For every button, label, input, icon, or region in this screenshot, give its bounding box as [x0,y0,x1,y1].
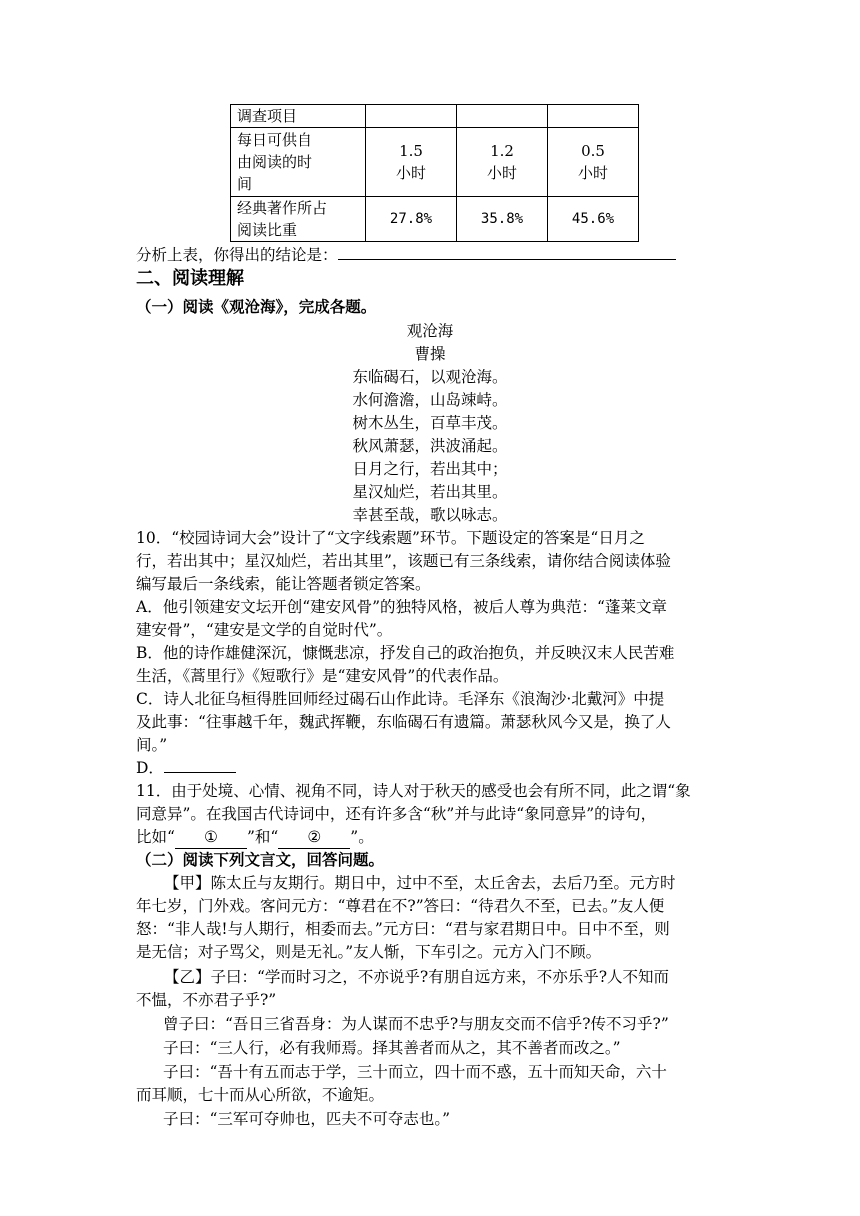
analysis-question [136,244,676,266]
survey-table [230,104,639,242]
option-c: C．诗人北征乌桓得胜回师经过碣石山作此诗。毛泽东《浪淘沙·北戴河》中提 [136,690,665,708]
q11-prefix: 比如“ [136,828,175,846]
passage-line: 不愠，不亦君子乎?” [136,991,277,1009]
poem-line: 树木丛生，百草丰茂。 [352,414,508,432]
row-label-reading-time: 每日可供自 由阅读的时 间 [231,128,366,197]
poem-title: 观沧海 [406,322,454,340]
passage-line: 【甲】陈太丘与友期行。期日中，过中不至，太丘舍去，去后乃至。元方时 [164,874,676,892]
passage-line: 子曰：“三人行，必有我师焉。择其善者而从之，其不善者而改之。” [163,1039,621,1057]
option-b: 生活，《蒿里行》《短歌行》是“建安风骨”的代表作品。 [136,667,509,685]
question-text: 行，若出其中；星汉灿烂，若出其里”，该题已有三条线索，请你结合阅读体验 [136,552,671,570]
poem-line: 幸甚至哉，歌以咏志。 [352,506,508,524]
poem-line: 秋风萧瑟，洪波涌起。 [352,437,508,455]
answer-blank-2[interactable]: ② [278,826,350,849]
table-cell: 27.8% [366,197,457,242]
question-text [136,826,374,849]
q11-end: ”。 [350,828,374,846]
part-heading: （一）阅读《观沧海》，完成各题。 [136,297,377,316]
table-header-cell [548,105,639,128]
analysis-prompt: 分析上表，你得出的结论是： [136,246,338,264]
poem-author: 曹操 [414,345,446,363]
table-cell: 1.5 小时 [366,128,457,197]
passage-line: 而耳顺，七十而从心所欲，不逾矩。 [136,1086,385,1104]
passage-line: 年七岁，门外戏。客问元方：“尊君在不?”答曰：“待君久不至，已去。”友人便 [136,897,665,915]
option-c: 及此事：“往事越千年，魏武挥鞭，东临碣石有遗篇。萧瑟秋风今又是，换了人 [136,713,671,731]
option-b: B．他的诗作雄健深沉，慷慨悲凉，抒发自己的政治抱负，并反映汉末人民苦难 [136,644,675,662]
passage-line: 【乙】子曰：“学而时习之，不亦说乎?有朋自远方来，不亦乐乎?人不知而 [164,968,670,986]
passage-line: 是无信；对子骂父，则是无礼。”友人惭，下车引之。元方入门不顾。 [136,943,602,961]
option-d-label: D． [136,759,164,777]
answer-blank[interactable] [338,245,676,260]
option-c: 间。” [136,736,168,754]
table-cell: 45.6% [548,197,639,242]
table-cell: 35.8% [457,197,548,242]
table-header-cell: 调查项目 [231,105,366,128]
poem-line: 日月之行，若出其中； [352,460,508,478]
question-text: 11．由于处境、心情、视角不同，诗人对于秋天的感受也会有所不同，此之谓“象 [136,782,691,800]
passage-line: 子曰：“吾十有五而志于学，三十而立，四十而不惑，五十而知天命，六十 [163,1063,667,1081]
table-header-cell [366,105,457,128]
poem-line: 水何澹澹，山岛竦峙。 [352,391,508,409]
question-text: 编写最后一条线索，能让答题者锁定答案。 [136,575,431,593]
q11-mid: ”和“ [246,828,279,846]
table-row [231,105,639,128]
passage-line: 曾子曰：“吾日三省吾身：为人谋而不忠乎?与朋友交而不信乎?传不习乎?” [163,1015,669,1033]
table-header-cell [457,105,548,128]
passage-line: 子曰：“三军可夺帅也，匹夫不可夺志也。” [163,1110,451,1128]
table-cell: 1.2 小时 [457,128,548,197]
option-d [136,757,236,779]
row-label-classic-ratio: 经典著作所占 阅读比重 [231,197,366,242]
question-text: 10．“校园诗词大会”设计了“文字线索题”环节。下题设定的答案是“日月之 [136,529,645,547]
answer-blank-1[interactable]: ① [175,826,247,849]
question-text: 同意异”。在我国古代诗词中，还有许多含“秋”并与此诗“象同意异”的诗句， [136,805,657,823]
section-heading: 二、阅读理解 [136,268,244,289]
passage-line: 怒：“非人哉!与人期行，相委而去。”元方曰：“君与家君期日中。日中不至，则 [136,920,670,938]
part-heading: （二）阅读下列文言文，回答问题。 [136,850,385,869]
option-a: A．他引领建安文坛开创“建安风骨”的独特风格，被后人尊为典范：“蓬莱文章 [136,598,667,616]
poem-line: 星汉灿烂，若出其里。 [352,483,508,501]
table-row [231,197,639,242]
answer-blank[interactable] [164,758,236,773]
table-cell: 0.5 小时 [548,128,639,197]
table-row [231,128,639,197]
option-a: 建安骨”，“建安是文学的自觉时代”。 [136,621,393,639]
poem-line: 东临碣石，以观沧海。 [352,368,508,386]
